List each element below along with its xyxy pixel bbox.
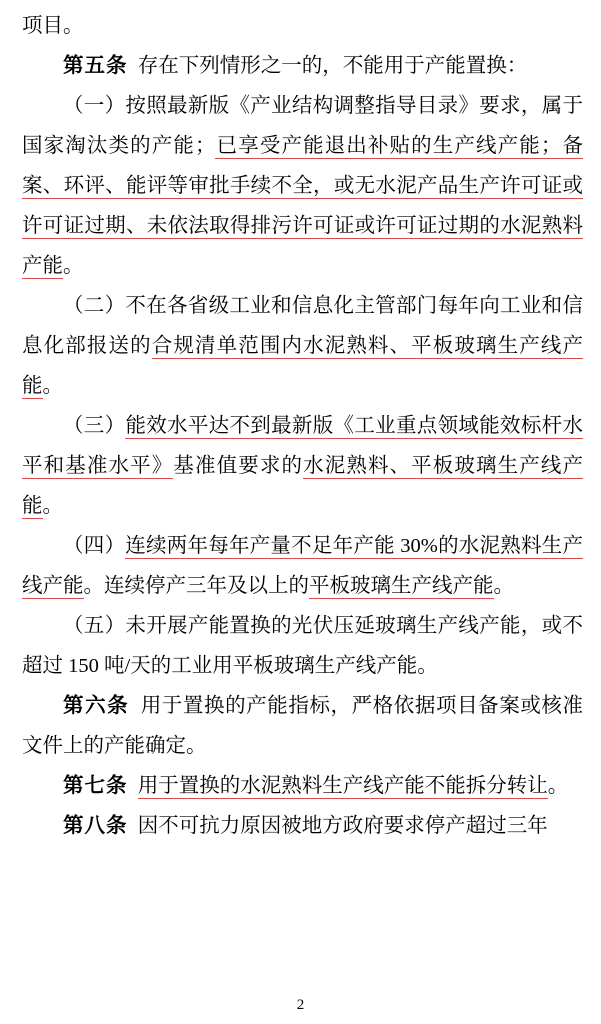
article-six-paragraph — [22, 686, 583, 766]
article-seven-paragraph: 第七条 用于置换的水泥熟料生产线产能不能拆分转让。 — [63, 775, 569, 797]
article-five-text: 存在下列情形之一的，不能用于产能置换： — [137, 55, 528, 77]
article-six-text: 用于置换的产能指标，严格依据项目备案或核准文件上的产能确定。 — [22, 695, 584, 757]
article-five-paragraph — [22, 46, 583, 86]
underline-annotation: 连续两年每年产量不足年产能 30%的水泥熟料生产线产能 — [22, 535, 584, 597]
clause-two-paragraph: （二）不在各省级工业和信息化主管部门每年向工业和信息化部报送的合规清单范围内水泥熟料、平板玻璃生产线产能。 — [22, 295, 584, 397]
paragraph-text: 项目。 — [22, 15, 84, 37]
paragraph-continuation — [22, 6, 583, 46]
clause-five-paragraph: （五）未开展产能置换的光伏压延玻璃生产线产能，或不超过 150 吨/天的工业用平板玻璃生产线产能。 — [22, 615, 583, 677]
article-seven-label: 第七条 — [63, 775, 128, 797]
clause-three-paragraph: （三）能效水平达不到最新版《工业重点领域能效标杆水平和基准水平》基准值要求的水泥熟料、平板玻璃生产线产能。 — [22, 415, 584, 517]
article-six-label: 第六条 — [63, 695, 130, 717]
article-five-label: 第五条 — [63, 55, 128, 77]
underline-annotation: 水泥熟料、平板玻璃生产线产能 — [22, 455, 584, 517]
underline-annotation: 用于置换的水泥熟料生产线产能不能拆分转让 — [137, 775, 548, 797]
underline-annotation: 能效水平达不到最新版《工业重点领域能效标杆水平和基准水平》 — [22, 415, 583, 477]
underline-annotation: 平板玻璃生产线产能 — [309, 575, 494, 597]
page-number: 2 — [296, 997, 305, 1013]
underline-annotation: 已享受产能退出补贴的生产线产能；备案、环评、能评等审批手续不全，或无水泥产品生产许可证或许可证过期、未依法取得排污许可证或许可证过期的水泥熟料产能 — [22, 135, 584, 277]
underline-annotation: 合规清单范围内水泥熟料、平板玻璃生产线产能 — [22, 335, 584, 397]
article-eight-label: 第八条 — [63, 815, 128, 837]
clause-four-paragraph: （四）连续两年每年产量不足年产能 30%的水泥熟料生产线产能。连续停产三年及以上的平板玻璃生产线产能。 — [22, 535, 584, 597]
article-eight-text: 因不可抗力原因被地方政府要求停产超过三年 — [137, 815, 548, 837]
article-eight-paragraph — [22, 806, 583, 846]
clause-one-paragraph: （一）按照最新版《产业结构调整指导目录》要求，属于国家淘汰类的产能；已享受产能退出补贴的生产线产能；备案、环评、能评等审批手续不全，或无水泥产品生产许可证或许可证过期、未依法取得排污许可证或许可证过期的水泥熟料产能。 — [22, 95, 584, 277]
